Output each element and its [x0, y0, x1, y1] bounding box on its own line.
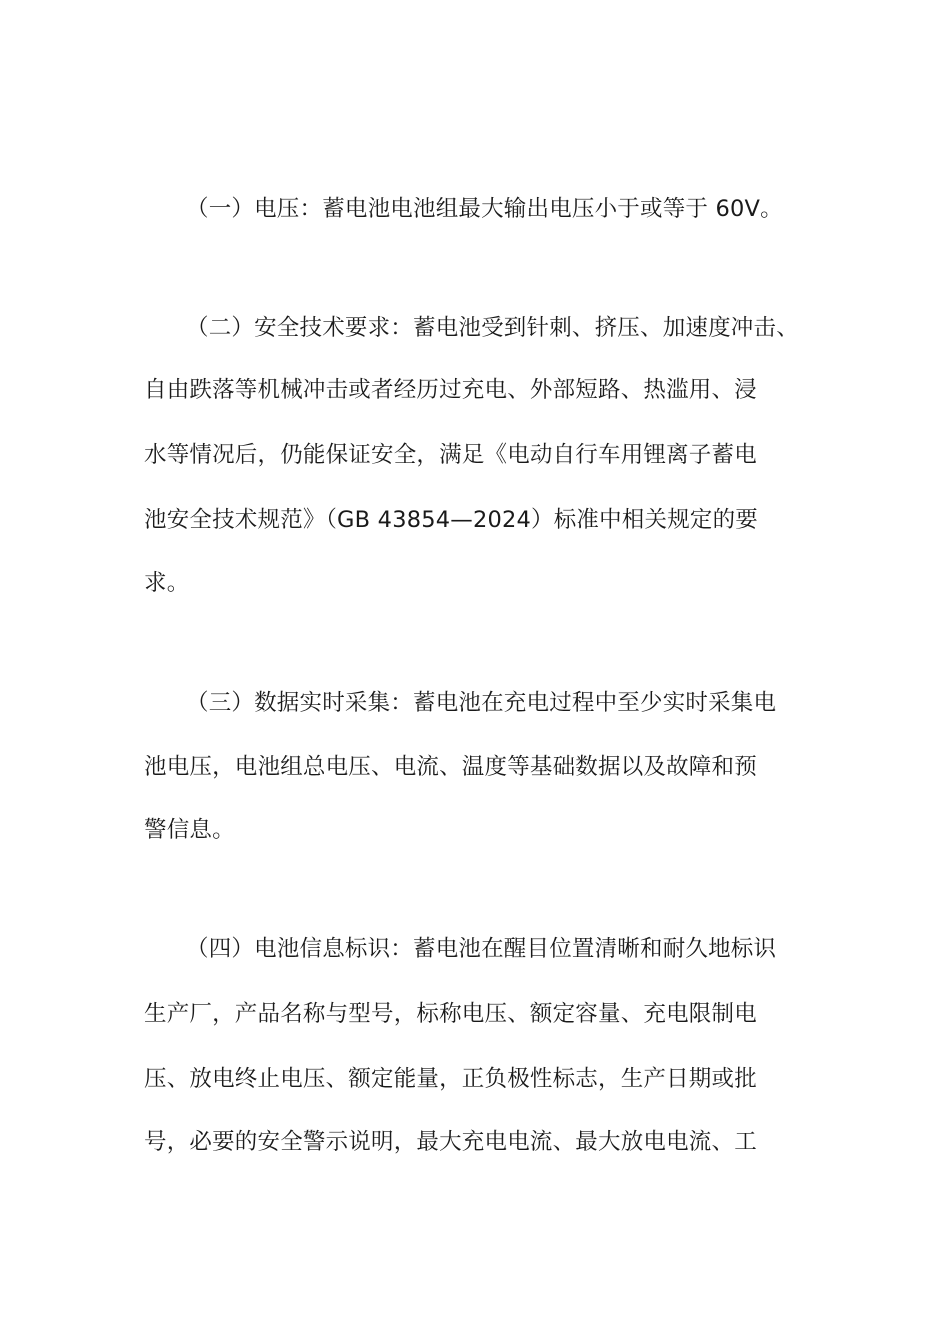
section-safety-line-3: 水等情况后，仍能保证安全，满足《电动自行车用锂离子蓄电 [144, 442, 757, 468]
section-data-line-2: 池电压，电池组总电压、电流、温度等基础数据以及故障和预 [144, 754, 757, 780]
section-info-line-1: （四）电池信息标识：蓄电池在醒目位置清晰和耐久地标识 [186, 936, 777, 962]
section-safety-line-5: 求。 [144, 570, 190, 596]
section-safety-line-4: 池安全技术规范》（GB 43854—2024）标准中相关规定的要 [144, 507, 759, 533]
section-voltage-line-1: （一）电压：蓄电池电池组最大输出电压小于或等于 60V。 [186, 196, 783, 222]
section-info-line-4: 号，必要的安全警示说明，最大充电电流、最大放电电流、工 [144, 1129, 757, 1155]
section-data-line-3: 警信息。 [144, 817, 235, 843]
section-safety-line-1: （二）安全技术要求：蓄电池受到针刺、挤压、加速度冲击、 [186, 315, 799, 341]
section-safety-line-2: 自由跌落等机械冲击或者经历过充电、外部短路、热滥用、浸 [144, 377, 757, 403]
section-info-line-2: 生产厂，产品名称与型号，标称电压、额定容量、充电限制电 [144, 1001, 757, 1027]
section-data-line-1: （三）数据实时采集：蓄电池在充电过程中至少实时采集电 [186, 690, 777, 716]
section-info-line-3: 压、放电终止电压、额定能量，正负极性标志，生产日期或批 [144, 1066, 757, 1092]
